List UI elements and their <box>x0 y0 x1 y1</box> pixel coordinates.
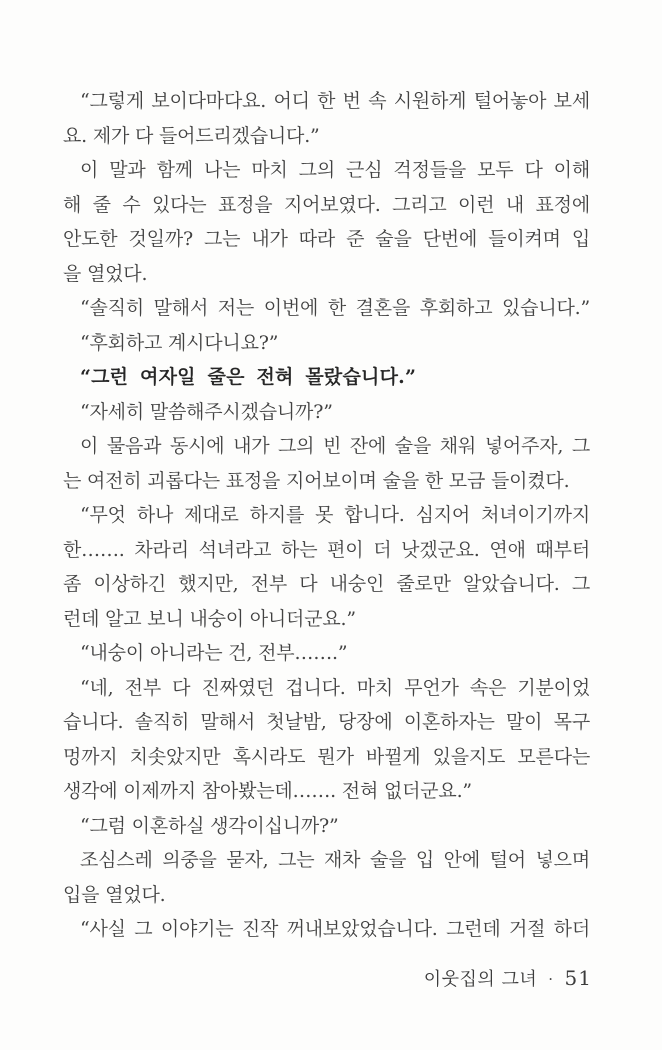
text-line: “사실 그 이야기는 진작 꺼내보았었습니다. 그런데 거절 하더 <box>80 918 590 940</box>
body-text <box>63 84 590 947</box>
text-line: 습니다. 솔직히 말해서 첫날밤, 당장에 이혼하자는 말이 목구 <box>63 711 590 733</box>
text-line: “내숭이 아니라는 건, 전부…….” <box>80 642 348 664</box>
text-line: “네, 전부 다 진짜였던 겁니다. 마치 무언가 속은 기분이었 <box>80 676 590 699</box>
text-line: “그럼 이혼하실 생각이십니까?” <box>80 814 339 837</box>
text-line: 런데 알고 보니 내숭이 아니더군요.” <box>63 607 356 630</box>
text-line: 생각에 이제까지 참아봤는데……. 전혀 없더군요.” <box>63 780 472 802</box>
text-line: “무엇 하나 제대로 하지를 못 합니다. 심지어 처녀이기까지 <box>80 504 590 526</box>
text-line: 이 말과 함께 나는 마치 그의 근심 걱정들을 모두 다 이해 <box>80 159 590 181</box>
text-line: 입을 열었다. <box>63 883 166 906</box>
footer-page-number: 51 <box>564 966 592 990</box>
text-line: 는 여전히 괴롭다는 표정을 지어보이며 술을 한 모금 들이켰다. <box>63 469 570 492</box>
text-line: 을 열었다. <box>63 262 148 285</box>
text-line: 조심스레 의중을 묻자, 그는 재차 술을 입 안에 털어 넣으며 <box>80 849 590 871</box>
text-line: “자세히 말씀해주시겠습니까?” <box>80 400 333 423</box>
text-line: 해 줄 수 있다는 표정을 지어보였다. 그리고 이런 내 표정에 <box>63 193 590 216</box>
text-line: “후회하고 계시다니요?” <box>80 331 279 354</box>
text-line: “그렇게 보이다마다요. 어디 한 번 속 시원하게 털어놓아 보세 <box>80 90 590 112</box>
text-line: 요. 제가 다 들어드리겠습니다.” <box>63 124 320 147</box>
footer-book-title: 이웃집의 그녀 <box>423 969 538 990</box>
running-footer <box>424 966 592 992</box>
text-line: 멍까지 치솟았지만 혹시라도 뭔가 바뀔게 있을지도 모른다는 <box>63 745 590 768</box>
text-line: 이 물음과 동시에 내가 그의 빈 잔에 술을 채워 넣어주자, 그 <box>80 435 590 457</box>
text-line: 한……. 차라리 석녀라고 하는 편이 더 낫겠군요. 연애 때부터 <box>63 538 590 561</box>
text-line-emphasis: “그런 여자일 줄은 전혀 몰랐습니다.” <box>80 366 417 388</box>
text-line: 좀 이상하긴 했지만, 전부 다 내숭인 줄로만 알았습니다. 그 <box>63 573 590 595</box>
text-line: “솔직히 말해서 저는 이번에 한 결혼을 후회하고 있습니다.” <box>80 297 590 319</box>
footer-separator-dot: · <box>548 970 554 988</box>
text-line: 안도한 것일까? 그는 내가 따라 준 술을 단번에 들이켜며 입 <box>63 228 590 250</box>
